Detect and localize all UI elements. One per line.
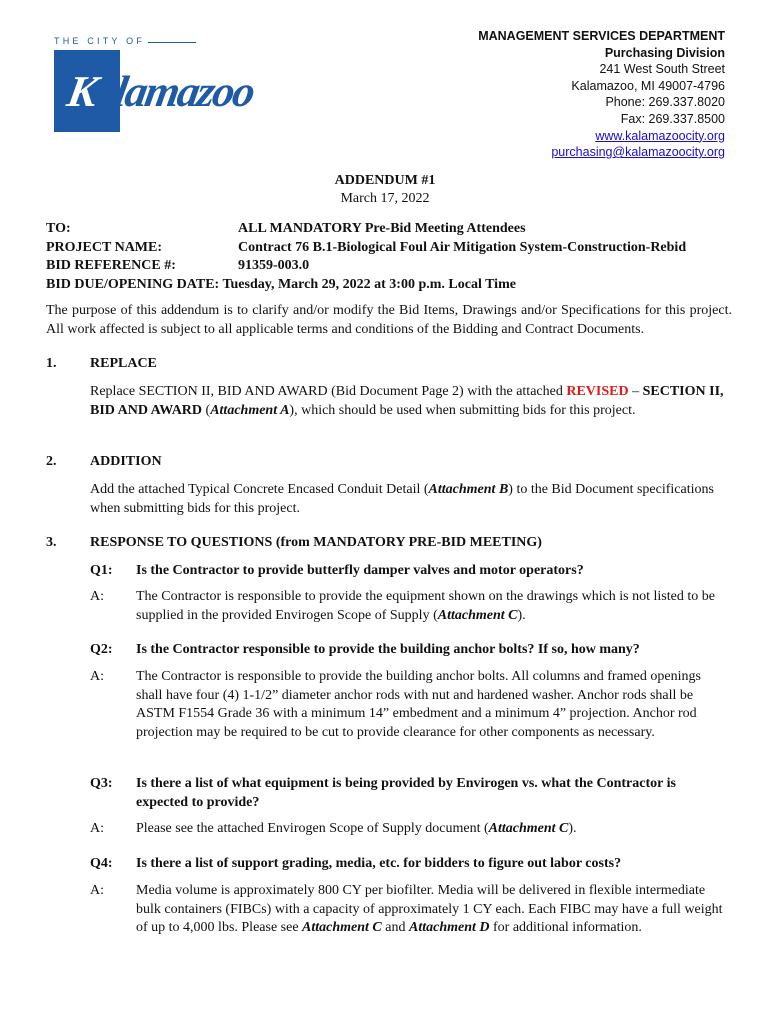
- section-2-number: 2.: [46, 454, 57, 469]
- website-link[interactable]: www.kalamazoocity.org: [595, 128, 725, 143]
- attachment-b-ref: Attachment B: [428, 482, 509, 497]
- section-1-number: 1.: [46, 356, 57, 371]
- question-3: [90, 775, 730, 812]
- section-1-text: Replace SECTION II, BID AND AWARD (Bid Document Page 2) with the attached: [90, 384, 567, 399]
- answer-3-part: Please see the attached Envirogen Scope of Supply document (: [136, 821, 489, 836]
- to-value: ALL MANDATORY Pre-Bid Meeting Attendees: [238, 221, 526, 236]
- answer-1-tag: A:: [90, 589, 104, 604]
- section-1-text: –: [628, 384, 643, 399]
- question-1-text: Is the Contractor to provide butterfly damper valves and motor operators?: [136, 563, 584, 578]
- project-label: PROJECT NAME:: [46, 239, 163, 255]
- bid-due-date: BID DUE/OPENING DATE: Tuesday, March 29, 2022 at 3:00 p.m. Local Time: [46, 276, 516, 292]
- section-2-text: Add the attached Typical Concrete Encased Conduit Detail (: [90, 482, 429, 497]
- answer-4-part: for additional information.: [489, 920, 642, 935]
- bid-reference-label: BID REFERENCE #:: [46, 258, 176, 273]
- fax-number: Fax: 269.337.8500: [620, 111, 725, 126]
- to-label: TO:: [46, 221, 71, 236]
- email-link[interactable]: purchasing@kalamazoocity.org: [551, 145, 725, 160]
- answer-4-part: Media volume is approximately 800 CY per biofilter. Media will be delivered in flexible intermediate bulk containers (FIBCs) with a capacity of approximately 1 CY each. Each FIBC may have a full weight of up to 4,000 lbs. Please see: [136, 883, 723, 935]
- answer-3-tag: A:: [90, 821, 104, 836]
- section-1-text: ), which should be used when submitting bids for this project.: [289, 402, 636, 418]
- attachment-d-ref: Attachment D: [408, 920, 490, 935]
- answer-3-part: ).: [568, 821, 577, 836]
- section-3-title: RESPONSE TO QUESTIONS (from MANDATORY PRE-BID MEETING): [90, 535, 542, 550]
- answer-4-part: and: [381, 920, 409, 935]
- logo-initial: K: [63, 67, 100, 116]
- department-header: [478, 28, 725, 161]
- question-4-tag: Q4:: [90, 856, 113, 871]
- addendum-title-block: [0, 172, 770, 208]
- project-value: Contract 76 B.1-Biological Foul Air Mitigation System-Construction-Rebid: [238, 239, 687, 255]
- city-logo: [52, 36, 258, 148]
- question-4: [90, 855, 730, 874]
- bid-info: [46, 220, 736, 294]
- logo-word-rest: alamazoo: [91, 67, 258, 116]
- answer-3-text: [136, 820, 730, 839]
- answer-1-part: ).: [517, 607, 526, 623]
- purpose-paragraph: The purpose of this addendum is to clarify and/or modify the Bid Items, Drawings and/or Specifications for this project. All work affected is subject to all applicable terms and conditions of the Bidding and Contract Documents.: [46, 303, 732, 337]
- question-3-text: Is there a list of what equipment is being provided by Envirogen vs. what the Contractor is expected to provide?: [136, 776, 676, 810]
- answer-2-tag: A:: [90, 669, 104, 684]
- answer-1: [90, 588, 730, 625]
- attachment-c-ref: Attachment C: [302, 920, 382, 935]
- attachment-c-ref: Attachment C: [437, 607, 518, 623]
- section-2-body: [90, 481, 730, 518]
- division-name: Purchasing Division: [604, 45, 725, 60]
- question-1: [90, 562, 730, 581]
- answer-3: [90, 820, 730, 839]
- address-line-2: Kalamazoo, MI 49007-4796: [571, 78, 725, 93]
- attachment-a-ref: Attachment A: [210, 402, 290, 418]
- addendum-title: ADDENDUM #1: [334, 173, 436, 188]
- question-2-tag: Q2:: [90, 642, 113, 657]
- answer-4-tag: A:: [90, 883, 104, 898]
- logo-rule: [148, 42, 196, 43]
- section-2-title: ADDITION: [90, 454, 162, 469]
- bid-reference-value: 91359-003.0: [238, 258, 310, 273]
- section-1-title: REPLACE: [90, 356, 157, 371]
- answer-1-text: [136, 588, 730, 625]
- attachment-c-ref: Attachment C: [488, 821, 569, 836]
- answer-4: [90, 882, 730, 938]
- section-2-text: ) to the Bid Document specifications when submitting bids for this project.: [90, 482, 714, 516]
- question-4-text: Is there a list of support grading, media, etc. for bidders to figure out labor costs?: [136, 856, 622, 871]
- question-1-tag: Q1:: [90, 563, 113, 578]
- question-2-text: Is the Contractor responsible to provide the building anchor bolts? If so, how many?: [136, 642, 640, 657]
- answer-4-text: [136, 882, 730, 938]
- logo-top-text: THE CITY OF: [54, 36, 146, 46]
- phone-number: Phone: 269.337.8020: [605, 95, 725, 110]
- logo-wordmark: [63, 67, 258, 116]
- section-1-text: (: [202, 402, 211, 418]
- question-2: [90, 641, 730, 660]
- section-ii-name: SECTION II, BID AND AWARD: [90, 384, 724, 418]
- answer-1-part: The Contractor is responsible to provide the equipment shown on the drawings which is not listed to be supplied in the provided Envirogen Scope of Supply (: [136, 589, 715, 623]
- revised-label: REVISED: [566, 384, 629, 399]
- section-1-body: [90, 383, 730, 420]
- addendum-date: March 17, 2022: [340, 191, 430, 206]
- answer-2: [90, 668, 730, 742]
- department-name: MANAGEMENT SERVICES DEPARTMENT: [478, 29, 725, 43]
- address-line-1: 241 West South Street: [599, 62, 725, 77]
- question-3-tag: Q3:: [90, 776, 113, 791]
- section-3-number: 3.: [46, 535, 57, 550]
- answer-2-text: The Contractor is responsible to provide the building anchor bolts. All columns and framed openings shall have four (4) 1-1/2” diameter anchor rods with nut and hardened washer. Anchor rods shall be ASTM F1554 Grade 36 with a minimum 14” embedment and a minimum 4” projection. Anchor rod projection may be required to be cut to provide clearance for other components as necessary.: [136, 669, 701, 740]
